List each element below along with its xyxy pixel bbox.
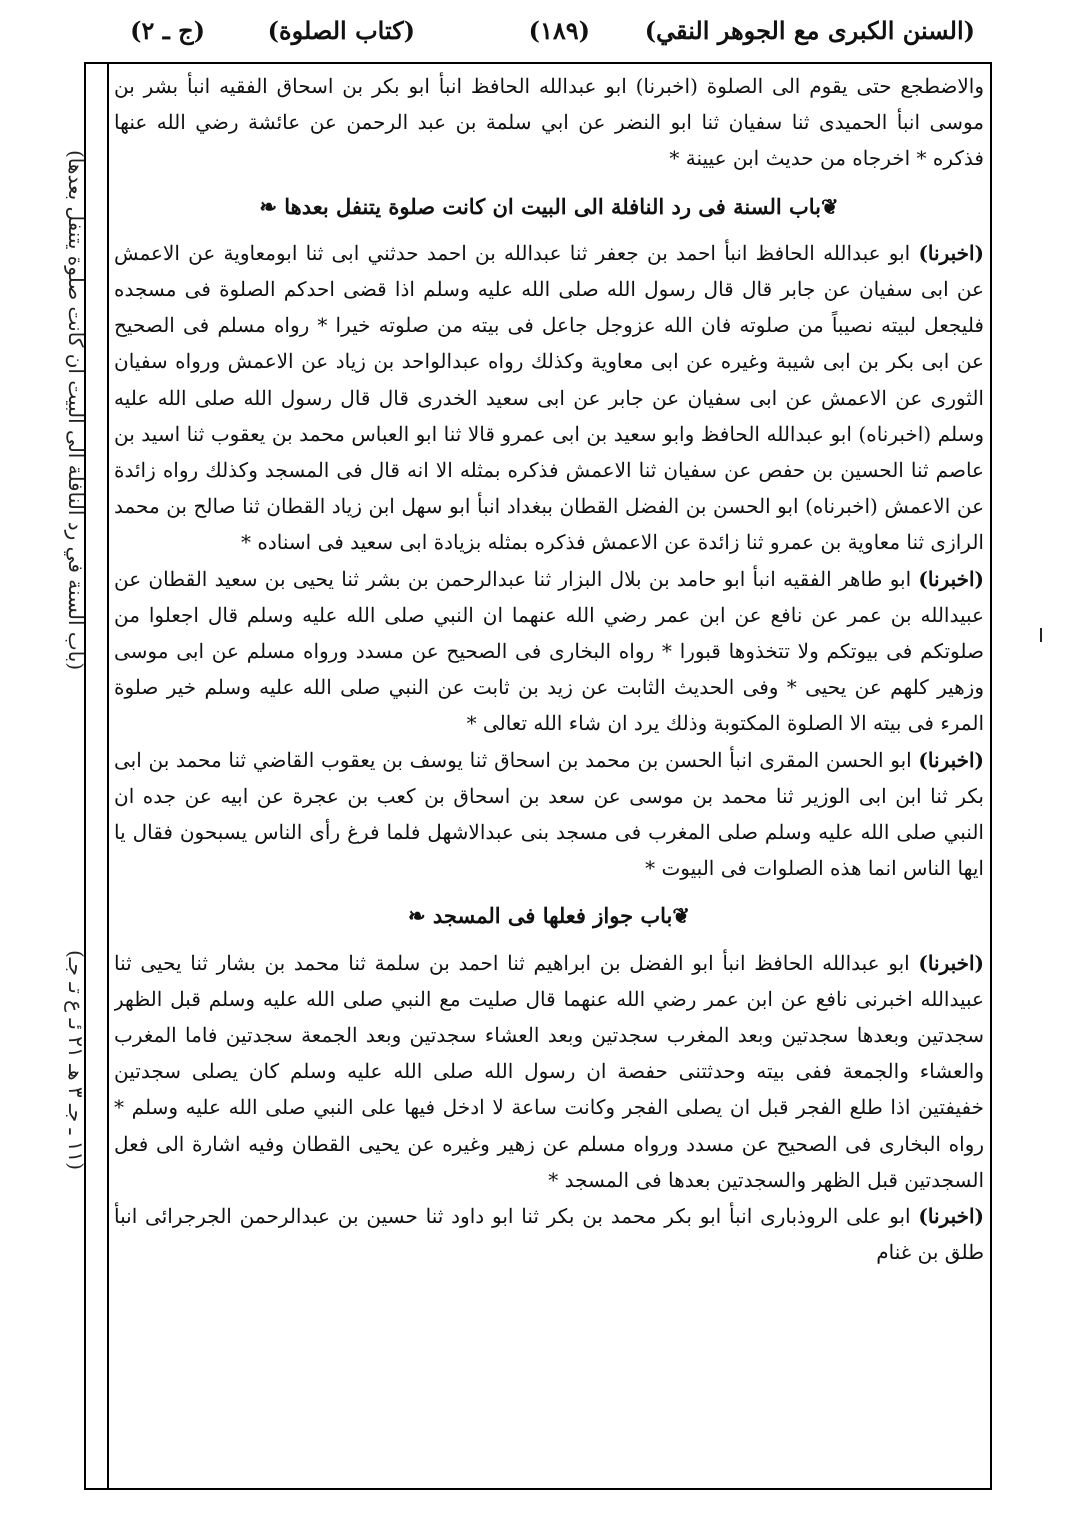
paragraph: (اخبرنا) ابو عبدالله الحافظ انبأ احمد بن جعفر ثنا عبدالله بن احمد حدثني ابى ثنا ابومعاوية عن الاعمش عن ابى سفيان عن جابر قال قال رسول الله صلى الله عليه وسلم اذا قضى احدكم الصلوة فى مسجده فليجعل لبيته نصيباً من صلوته فان الله عزوجل جاعل فى بيته من صلوته خيرا * رواه مسلم فى الصحيح عن ابى بكر بن ابى شيبة وغيره عن ابى معاوية وكذلك رواه عبدالواحد بن زياد عن الاعمش ورواه سفيان الثورى عن الاعمش عن ابى سفيان عن جابر عن ابى سعيد الخدرى قال قال رسول الله صلى الله عليه وسلم (اخبرناه) ابو عبدالله الحافظ وابو سعيد بن ابى عمرو قالا ثنا ابو العباس محمد بن يعقوب ثنا اسيد بن عاصم ثنا الحسين بن حفص عن سفيان ثنا الاعمش فذكره بمثله الا انه قال فى المسجد وكذلك رواه زائدة عن الاعمش (اخبرناه) ابو الحسن بن الفضل القطان ببغداد انبأ ابو سهل ابن زياد القطان ثنا صالح بن محمد الرازى ثنا معاوية بن عمرو ثنا زائدة عن الاعمش فذكره بمثله بزيادة ابى سعيد فى اسناده * [114, 240, 984, 555]
section-heading: ❦ باب السنة فى رد النافلة الى البيت ان كانت صلوة يتنفل بعدها ❧ [114, 189, 984, 225]
paragraph: (اخبرنا) ابو طاهر الفقيه انبأ ابو حامد بن بلال البزار ثنا عبدالرحمن بن بشر ثنا يحيى بن سعيد القطان عن عبيدالله بن عمر عن نافع عن ابن عمر رضي الله عنهما ان النبي صلى الله عليه وسلم قال اجعلوا من صلوتكم فى بيوتكم ولا تتخذوها قبورا * رواه البخارى فى الصحيح عن مسدد ورواه مسلم عن ابى موسى وزهير كلهم عن يحيى * وفى الحديث الثابت عن زيد بن ثابت عن النبي صلى الله عليه وسلم خير صلوة المرء فى بيته الا الصلوة المكتوبة وذلك يرد ان شاء الله تعالى * [114, 566, 984, 736]
margin-reference: (١١ ـ جـ ٣ هـ ٢١ ئـ ع تـ جـ) [64, 949, 88, 1170]
paragraph: (اخبرنا) ابو الحسن المقرى انبأ الحسن بن محمد بن اسحاق ثنا يوسف بن يعقوب القاضي ثنا محمد بن ابى بكر ثنا ابن ابى الوزير ثنا محمد بن موسى عن سعد بن اسحاق بن كعب بن عجرة عن ابيه عن جده ان النبي صلى الله عليه وسلم صلى المغرب فى مسجد بنى عبدالاشهل فلما فرغ رأى الناس يسبحون فقال يا ايها الناس انما هذه الصلوات فى البيوت * [114, 747, 984, 881]
volume-number: (ج ـ ٢) [130, 16, 205, 45]
isnad-marker: (اخبرنا) [918, 240, 984, 265]
paragraph: (اخبرنا) ابو على الروذبارى انبأ ابو بكر محمد بن بكر ثنا ابو داود ثنا حسين بن عبدالرحمن الجرجرائى انبأ طلق بن غنام [114, 1204, 984, 1265]
isnad-marker: (اخبرنا) [918, 747, 984, 772]
main-text [114, 68, 984, 1483]
margin-section-title: (باب السنة في رد النافلة الى البيت ان كانت صلوة يتنفل بعدها) [64, 149, 88, 670]
paragraph: والاضطجع حتى يقوم الى الصلوة (اخبرنا) ابو عبدالله الحافظ انبأ ابو بكر بن اسحاق الفقيه انبأ بشر بن موسى انبأ الحميدى ثنا سفيان ثنا ابو النضر عن ابي سلمة بن عبد الرحمن عن عائشة رضي الله عنها فذكره * اخرجاه من حديث ابن عيينة * [114, 74, 984, 171]
page-number: (١٨٩) [528, 16, 590, 45]
book-title: (السنن الكبرى مع الجوهر النقي) [644, 16, 975, 45]
section-heading: ❦ باب جواز فعلها فى المسجد ❧ [114, 898, 984, 934]
isnad-marker: (اخبرنا) [918, 950, 984, 975]
chapter-title: (كتاب الصلوة) [267, 16, 415, 45]
paragraph: (اخبرنا) ابو عبدالله الحافظ انبأ ابو الفضل بن ابراهيم ثنا احمد بن سلمة ثنا محمد بن بشار ثنا يحيى ثنا عبيدالله اخبرنى نافع عن ابن عمر رضي الله عنهما قال صليت مع النبي صلى الله عليه وسلم قبل الظهر سجدتين وبعدها سجدتين وبعد المغرب سجدتين وبعد العشاء سجدتين وبعد الجمعة سجدتين فاما المغرب والعشاء والجمعة ففى بيته وحدثتنى حفصة ان رسول الله صلى الله عليه وسلم كان يصلى سجدتين خفيفتين اذا طلع الفجر قبل ان يصلى الفجر وكانت ساعة لا ادخل فيها على النبي صلى الله عليه وسلم * رواه البخارى فى الصحيح عن مسدد ورواه مسلم عن زهير وغيره عن يحيى القطان وفيه اشارة الى فعل السجدتين قبل الظهر والسجدتين بعدها فى المسجد * [114, 950, 984, 1192]
margin-rule [107, 62, 109, 1490]
running-header [95, 12, 975, 56]
isnad-marker: (اخبرنا) [918, 1204, 984, 1229]
isnad-marker: (اخبرنا) [918, 566, 984, 591]
margin-tick [1040, 628, 1042, 642]
